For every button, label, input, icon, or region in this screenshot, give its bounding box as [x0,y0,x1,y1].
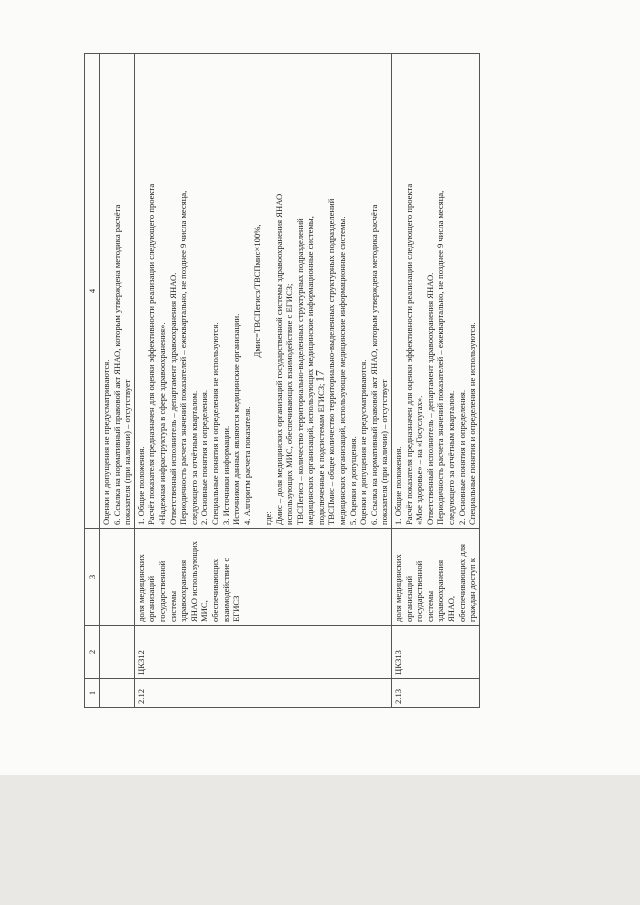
row-number-cell [100,679,135,708]
header-cell: 1 [85,679,100,708]
methodology-line: 1. Общие положения. [135,446,146,525]
row-number-cell: 2.12 [134,679,391,708]
methodology-line: медицинских организаций, использующих медицинские информационные системы, [305,216,316,525]
table-header-row [85,54,100,708]
methodology-line: 3. Источники информации. [220,425,231,525]
indicator-code-cell: ЦК312 [134,626,391,679]
indicator-name-line: системы [167,590,178,622]
indicator-name-cell [392,529,480,626]
table-row [100,54,135,708]
methodology-line: следующего за отчётным кварталом. [188,390,199,525]
methodology-line: Периодичность расчета значений показателей – ежеквартально, не позднее 9 числа месяца, [435,190,446,525]
methodology-line: Расчёт показателя предназначен для оценки эффективности реализации следующего проекта [146,183,157,525]
table-row [392,54,480,708]
methodology-line: Периодичность расчета значений показателей – ежеквартально, не позднее 9 числа месяца, [178,190,189,525]
methodology-line: Источником данных являются медицинские организации. [231,313,242,525]
indicator-name-line: взаимодействие с [220,557,231,622]
header-cell: 3 [85,529,100,626]
indicator-code-cell: ЦК313 [392,626,480,679]
methodology-line: следующего за отчётным кварталом. [446,390,456,525]
methodology-line: Ответственный исполнитель – департамент здравоохранения ЯНАО. [424,272,435,525]
indicator-name-line: граждан доступ к [467,557,478,622]
methodology-line: Дмис – доля медицинских организаций государственной системы здравоохранения ЯНАО [273,193,284,525]
methodology-line: 2. Основные понятия и определения. [199,389,210,525]
methodology-cell [134,54,391,529]
header-cell: 2 [85,626,100,679]
methodology-line: подключенные к подсистемам ЕГИСЗ; [315,383,326,525]
indicator-name-line: здравоохранения [178,559,189,622]
methodology-line: 6. Ссылка на нормативный правовой акт ЯНАО, которым утверждена методика расчёта [368,204,379,525]
methodology-line: использующих МИС, обеспечивающих взаимодействие с ЕГИСЗ; [284,283,295,525]
rotated-table-container [84,54,599,708]
header-cell: 4 [85,54,100,529]
methodology-line: медицинских организаций, использующие медицинские информационные системы. [337,216,348,525]
row-number-cell: 2.13 [392,679,480,708]
methodology-line: 5. Оценки и допущения. [347,436,358,525]
methodology-line: 4. Алгоритм расчета показателя. [241,406,252,525]
methodology-line: 2. Основные понятия и определения. [456,389,467,525]
page-number: 17 [312,370,327,382]
indicator-name-line: государственной [414,560,425,622]
methodology-line: показателя (при наличии) – отсутствует [379,379,390,525]
methodology-line: Специальные понятия и определения не используются. [209,322,220,525]
methodology-line: Расчёт показателя предназначен для оценки эффективности реализации следующего проекта [403,183,414,525]
methodology-line: «Надежная инфраструктура в сфере здравоохранения». [156,322,167,525]
indicator-name-line: ЯНАО использующих [188,541,199,622]
indicator-name-line: организаций [403,575,414,622]
methodology-line: Оценки и допущения не предусматриваются. [358,359,369,525]
indicator-name-line: обеспечивающих для [456,544,467,622]
indicator-name-line: МИС, [199,600,210,622]
indicator-name-line: государственной [156,560,167,622]
methodology-line: «Мое здоровье» – на «Госуслугах». [414,395,425,525]
methodology-line: ТВСПмис – общее количество территориально-выделенных структурных подразделений [326,198,337,525]
methodology-line: 1. Общие положения. [393,446,404,525]
methodology-line: Специальные понятия и определения не используются. [467,322,478,525]
indicator-table [84,53,480,708]
methodology-line: где: [262,511,273,525]
indicator-name-line: системы [424,590,435,622]
indicator-name-line: здравоохранения [435,559,446,622]
methodology-cell [100,54,135,529]
indicator-name-line: обеспечивающих [209,558,220,622]
indicator-name-line: ЯНАО, [446,595,456,622]
indicator-name-line: организаций [146,575,157,622]
methodology-line: Ответственный исполнитель – департамент здравоохранения ЯНАО. [167,272,178,525]
indicator-code-cell [100,626,135,679]
indicator-name-line: ЕГИСЗ [231,595,242,622]
indicator-name-cell [134,529,391,626]
indicator-name-line: доля медицинских [393,554,404,622]
methodology-line: 6. Ссылка на нормативный правовой акт ЯНАО, которым утверждена методика расчёта [111,204,122,525]
methodology-line: Оценки и допущения не предусматриваются. [101,359,111,525]
methodology-cell [392,54,480,529]
methodology-line: показателя (при наличии) – отсутствует [122,379,133,525]
scanner-background [0,775,640,905]
indicator-name-cell [100,529,135,626]
table-row [134,54,391,708]
indicator-name-line: доля медицинских [135,554,146,622]
formula: Дмис=ТВСПегисз/ТВСПмис×100%, [252,224,263,358]
methodology-line: ТВСПегисз – количество территориально-выделенных структурных подразделений [294,218,305,525]
